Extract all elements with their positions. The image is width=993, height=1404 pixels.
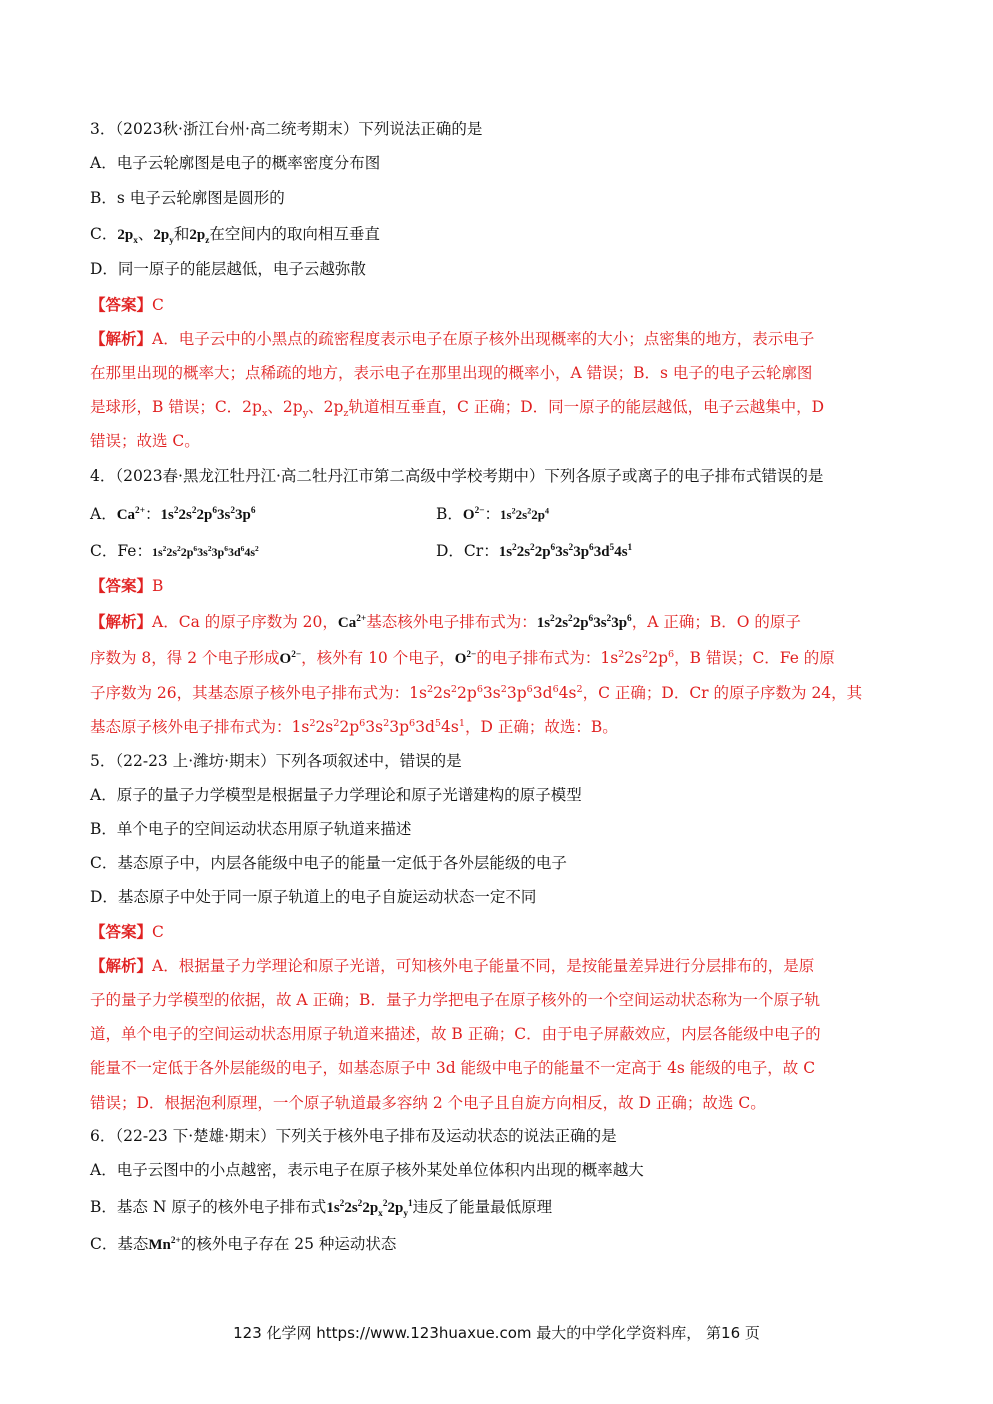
q3-ana3-b: 、2p	[267, 398, 303, 416]
q4-b-colon: ：	[484, 505, 501, 523]
q4-ana2-c: 的电子排布式为：1s	[476, 649, 619, 667]
formula-cr-config: $1s^22s^22p^63s^23p^63d^54s^1$	[498, 543, 633, 560]
formula-2py: $2p_y$	[153, 227, 174, 246]
analysis-tag: 【解析】	[90, 612, 153, 631]
q4-ana4-a: 基态原子核外电子排布式为：1s	[90, 718, 310, 736]
q3-analysis-2: 在那里出现的概率大；点稀疏的地方，表示电子在那里出现的概率小，A 错误；B．s 电子的电子云轮廓图	[90, 364, 813, 382]
analysis-tag: 【解析】	[90, 956, 153, 975]
q3-option-d: D．同一原子的能层越低，电子云越弥散	[90, 260, 366, 278]
q5-option-a: A．原子的量子力学模型是根据量子力学理论和原子光谱建构的原子模型	[90, 786, 582, 804]
q3-analysis-4: 错误；故选 C。	[90, 432, 200, 450]
formula-mn2plus: $Mn^{2+}$	[148, 1236, 181, 1253]
q4-ana2-a: 序数为 8，得 2 个电子形成	[90, 649, 280, 667]
formula-o2minus: $O^{2-}$	[279, 650, 302, 667]
q3-option-a: A．电子云轮廓图是电子的概率密度分布图	[90, 154, 381, 172]
formula-ca-config: $1s^22s^22p^63s^23p^6$	[536, 614, 632, 631]
answer-value: B	[152, 577, 164, 595]
q4-options-cd	[90, 541, 903, 562]
q3-stem: 3．（2023秋·浙江台州·高二统考期末）下列说法正确的是	[90, 120, 483, 138]
q4-option-a	[90, 505, 256, 523]
q5-option-d: D．基态原子中处于同一原子轨道上的电子自旋运动状态一定不同	[90, 888, 537, 906]
q4-ana2-e: 2p	[648, 649, 669, 667]
q3-ana3-c: 、2p	[308, 398, 344, 416]
q4-a-colon: ：	[145, 505, 161, 523]
q3-c-sep1: 、	[137, 225, 154, 243]
q5-analysis-1	[90, 956, 903, 976]
formula-2px: $2p_x$	[117, 227, 138, 246]
formula-ca-config: $1s^22s^22p^63s^23p^6$	[160, 506, 256, 523]
q6-option-b	[90, 1197, 903, 1218]
q6-b-b: 违反了能量最低原理	[412, 1198, 553, 1216]
q5-option-b: B．单个电子的空间运动状态用原子轨道来描述	[90, 820, 412, 838]
q4-ana2-b: ，核外有 10 个电子，	[301, 649, 455, 667]
q4-ana2-d: 2s	[624, 649, 643, 667]
formula-ca2plus: $Ca^{2+}$	[337, 614, 367, 631]
q5-analysis-2: 子的量子力学模型的依据，故 A 正确；B．量子力学把电子在原子核外的一个空间运动状态称为一个原子轨	[90, 991, 820, 1009]
q6-stem: 6．（22-23 下·楚雄·期末）下列关于核外电子排布及运动状态的说法正确的是	[90, 1127, 617, 1145]
q3-ana3-d: 轨道相互垂直，C 正确；D．同一原子的能层越低，电子云越集中，D	[348, 398, 825, 416]
q3-analysis-1	[90, 329, 903, 349]
q6-option-c	[90, 1234, 903, 1255]
formula-o2minus: $O^{2-}$	[454, 650, 477, 667]
analysis-tag: 【解析】	[90, 329, 153, 348]
q5-option-c: C．基态原子中，内层各能级中电子的能量一定低于各外层能级的电子	[90, 854, 567, 872]
q5-analysis-text-1: A．根据量子力学理论和原子光谱，可知核外电子能量不同，是按能量差异进行分层排布的，是原	[152, 957, 815, 975]
answer-tag: 【答案】	[90, 576, 153, 595]
q5-analysis-5: 错误；D．根据泡利原理，一个原子轨道最多容纳 2 个电子且自旋方向相反，故 D 正确；故选 C。	[90, 1094, 766, 1112]
q4-ana3-b: ，C 正确；D．Cr 的原子序数为 24，其	[582, 684, 863, 702]
q4-analysis-2: 序数为 8，得 2 个电子形成$O^{2-}$，核外有 10 个电子，$O^{2-}$的电子排布式为：$1s^22s^22p^6$，B 错误；C．Fe 的原	[90, 648, 835, 667]
q3-ana3-a: 是球形，B 错误；C．2p	[90, 398, 262, 416]
q4-c-label: C．Fe：	[90, 542, 152, 560]
q3-option-c	[90, 224, 903, 245]
q4-ana3-a: 子序数为 26，其基态原子核外电子排布式为：1s	[90, 684, 427, 702]
q4-b-label: B．	[436, 505, 463, 523]
formula-n-config: $1s^22s^22p_x^22p_y^1$	[326, 1199, 413, 1219]
answer-value: C	[152, 296, 164, 314]
q6-b-a: B．基态 N 原子的核外电子排布式	[90, 1198, 327, 1216]
q3-analysis-text-1: A．电子云中的小黑点的疏密程度表示电子在原子核外出现概率的大小；点密集的地方，表示电子	[152, 330, 815, 348]
q4-stem: 4．（2023春·黑龙江牡丹江·高二牡丹江市第二高级中学校考期中）下列各原子或离子的电子排布式错误的是	[90, 467, 824, 485]
q4-options-ab	[90, 504, 903, 525]
q4-ana1-c: ，A 正确；B．O 的原子	[631, 613, 801, 631]
q4-option-c	[90, 542, 259, 560]
q5-analysis-4: 能量不一定低于各外层能级的电子，如基态原子中 3d 能级中电子的能量不一定高于 4s 能级的电子，故 C	[90, 1059, 816, 1077]
answer-value: C	[152, 923, 164, 941]
answer-tag: 【答案】	[90, 295, 153, 314]
q5-stem: 5．（22-23 上·潍坊·期末）下列各项叙述中，错误的是	[90, 752, 462, 770]
q6-c-b: 的核外电子存在 25 种运动状态	[180, 1235, 397, 1253]
q4-ana4-b: ，D 正确；故选：B。	[464, 718, 618, 736]
formula-ca2plus: $Ca^{2+}$	[116, 506, 145, 523]
formula-fe-config: $1s^22s^22p^63s^23p^63d^64s^2$	[151, 544, 259, 559]
formula-2pz: $2p_z$	[189, 227, 210, 246]
q4-answer	[90, 576, 903, 596]
q4-ana2-f: ，B 错误；C．Fe 的原	[674, 649, 835, 667]
q5-answer	[90, 922, 903, 942]
q4-ana1-a: A．Ca 的原子序数为 20，	[152, 613, 338, 631]
page-footer: 123 化学网 https://www.123huaxue.com 最大的中学化学资料库， 第16 页	[233, 1324, 760, 1342]
q3-option-b: B．s 电子云轮廓图是圆形的	[90, 189, 285, 207]
q4-analysis-1	[90, 612, 903, 633]
answer-tag: 【答案】	[90, 922, 153, 941]
q3-c-sep2: 和	[173, 225, 190, 243]
formula-o-config: $1s^22s^22p^4$	[500, 506, 549, 522]
q4-option-b	[436, 504, 549, 525]
q4-d-label: D．Cr：	[436, 542, 499, 560]
q3-analysis-3: 是球形，B 错误；C．$2p_x$、$2p_y$、$2p_z$轨道相互垂直，C 正确；D．同一原子的能层越低，电子云越集中，D	[90, 398, 825, 420]
q3-c-text: 在空间内的取向相互垂直	[209, 225, 380, 243]
q4-analysis-4: 基态原子核外电子排布式为：$1s^22s^22p^63s^23p^63d^54s^1$，D 正确；故选：B。	[90, 717, 618, 736]
q3-answer	[90, 295, 903, 315]
q5-analysis-3: 道，单个电子的空间运动状态用原子轨道来描述，故 B 正确；C．由于电子屏蔽效应，内层各能级中电子的	[90, 1025, 821, 1043]
q6-option-a: A．电子云图中的小点越密，表示电子在原子核外某处单位体积内出现的概率越大	[90, 1161, 644, 1179]
formula-o2minus: $O^{2-}$	[462, 506, 485, 523]
q3-c-label: C．	[90, 225, 118, 243]
q6-c-a: C．基态	[90, 1235, 149, 1253]
q4-analysis-3: 子序数为 26，其基态原子核外电子排布式为：$1s^22s^22p^63s^23p^63d^64s^2$，C 正确；D．Cr 的原子序数为 24，其	[90, 683, 863, 702]
q4-a-label: A．	[90, 505, 117, 523]
q4-ana1-b: 基态核外电子排布式为：	[366, 613, 537, 631]
q4-option-d	[436, 541, 632, 562]
